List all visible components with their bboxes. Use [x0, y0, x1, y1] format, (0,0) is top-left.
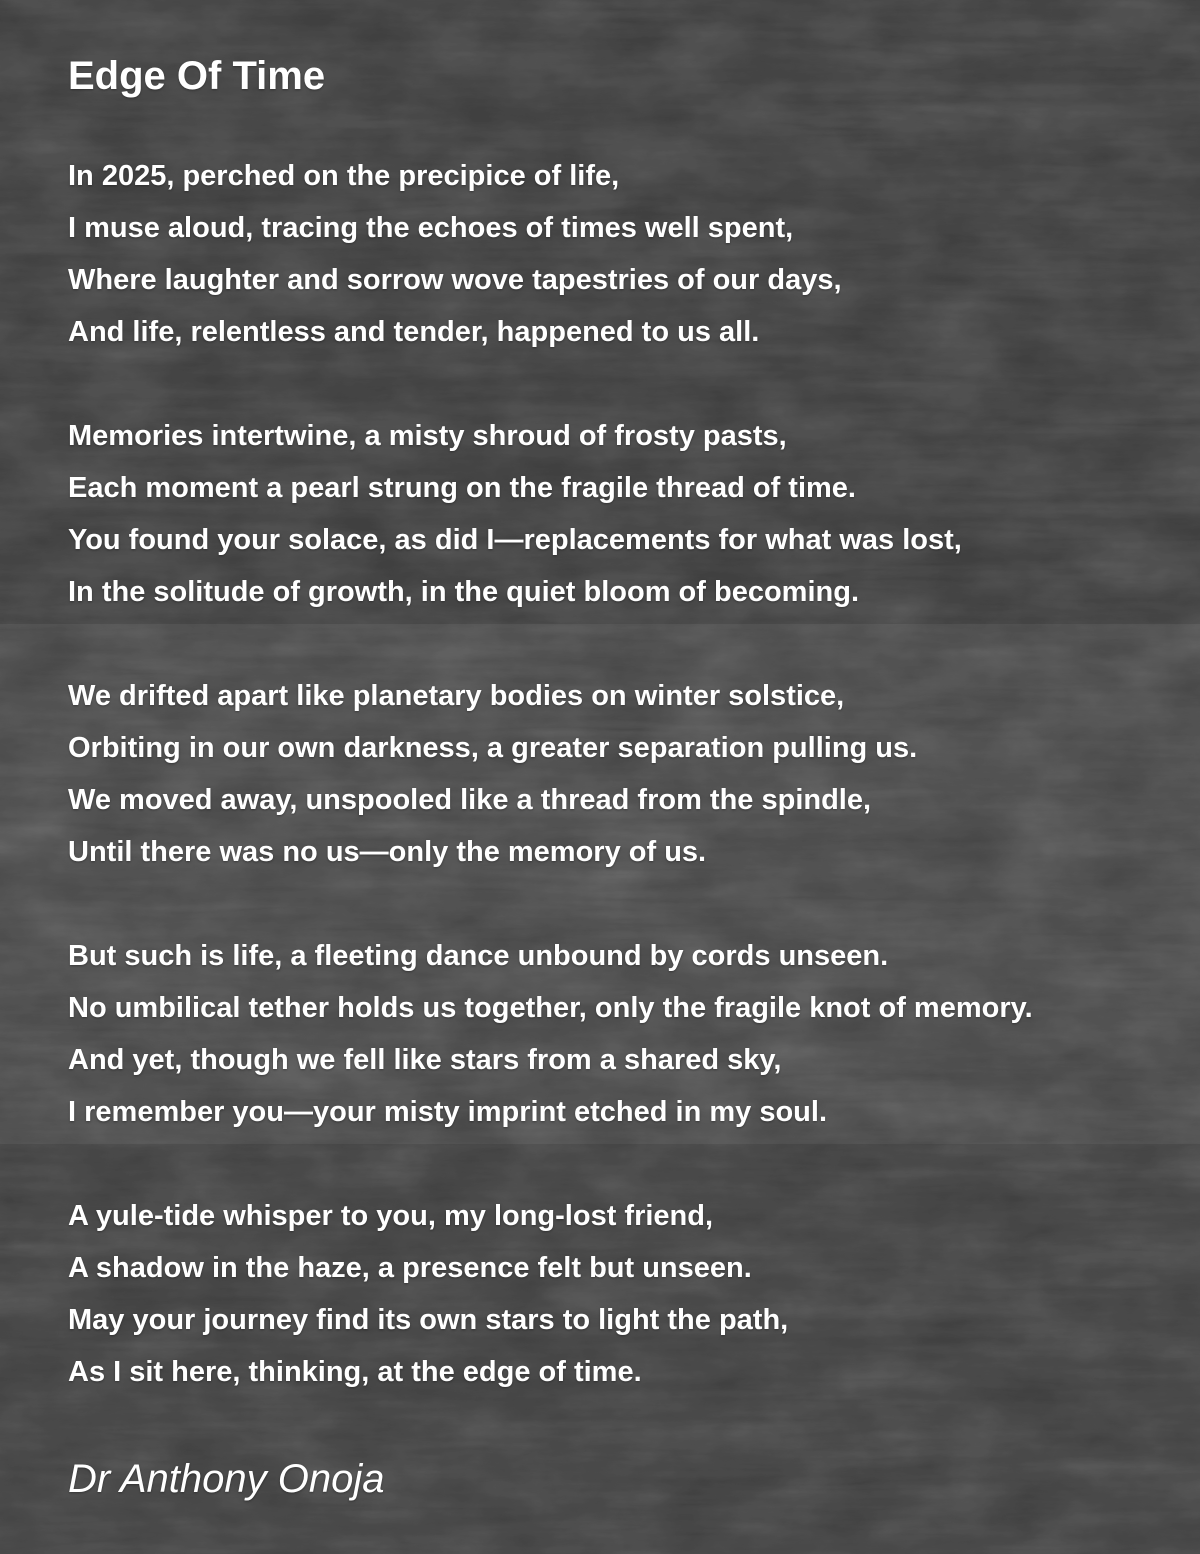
- poem-line: And yet, though we fell like stars from a shared sky,: [68, 1044, 782, 1076]
- poem-line: As I sit here, thinking, at the edge of time.: [68, 1356, 642, 1388]
- poem-line: Memories intertwine, a misty shroud of frosty pasts,: [68, 420, 787, 452]
- poem-line: Orbiting in our own darkness, a greater separation pulling us.: [68, 732, 918, 764]
- poem-line: A shadow in the haze, a presence felt but unseen.: [68, 1252, 752, 1284]
- poem-line: No umbilical tether holds us together, only the fragile knot of memory.: [68, 992, 1033, 1024]
- poem-line: And life, relentless and tender, happened to us all.: [68, 316, 760, 348]
- poem-line: Where laughter and sorrow wove tapestries of our days,: [68, 264, 842, 296]
- stanza-3: [68, 670, 917, 878]
- poem-line: A yule-tide whisper to you, my long-lost friend,: [68, 1200, 714, 1232]
- poem-line: You found your solace, as did I—replacements for what was lost,: [68, 524, 962, 556]
- poem-line: We moved away, unspooled like a thread from the spindle,: [68, 784, 872, 816]
- stanza-2: [68, 410, 962, 618]
- poem-author: Dr Anthony Onoja: [68, 1457, 385, 1501]
- poem-line: We drifted apart like planetary bodies on winter solstice,: [68, 680, 845, 712]
- stanza-1: [68, 150, 842, 358]
- poem-line: In the solitude of growth, in the quiet bloom of becoming.: [68, 576, 860, 608]
- poem-title: Edge Of Time: [68, 54, 326, 98]
- stanza-5: [68, 1190, 788, 1398]
- poem-line: May your journey find its own stars to light the path,: [68, 1304, 789, 1336]
- poem-line: Each moment a pearl strung on the fragile thread of time.: [68, 472, 856, 504]
- poem-line: But such is life, a fleeting dance unbound by cords unseen.: [68, 940, 889, 972]
- poem-line: I muse aloud, tracing the echoes of times well spent,: [68, 212, 794, 244]
- poem-line: Until there was no us—only the memory of us.: [68, 836, 707, 868]
- stanza-4: [68, 930, 1033, 1138]
- poem-line: In 2025, perched on the precipice of life,: [68, 160, 620, 192]
- poem-line: I remember you—your misty imprint etched in my soul.: [68, 1096, 828, 1128]
